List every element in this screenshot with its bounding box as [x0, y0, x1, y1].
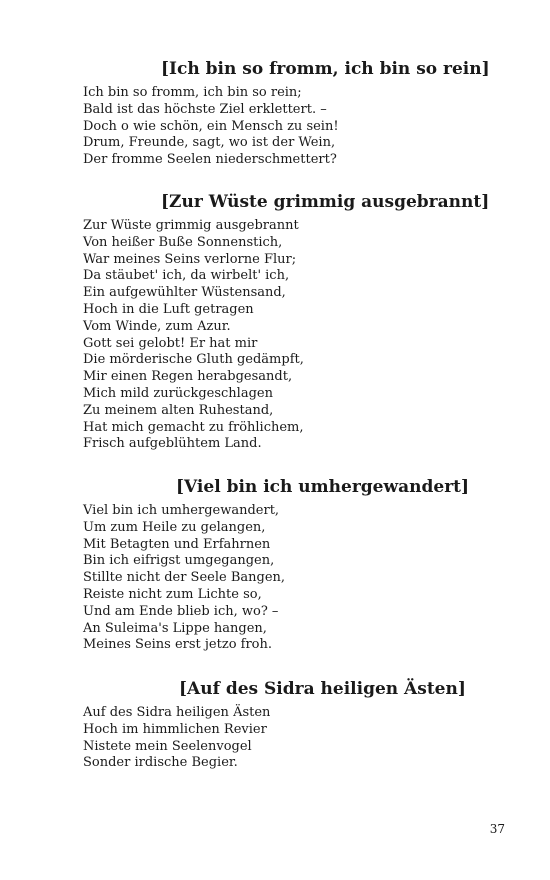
poem-line: Drum, Freunde, sagt, wo ist der Wein,	[83, 135, 336, 151]
poem-line: Die mörderische Gluth gedämpft,	[83, 352, 304, 368]
poem-line: Reiste nicht zum Lichte so,	[83, 586, 262, 602]
poem-line: Hat mich gemacht zu fröhlichem,	[83, 419, 304, 435]
poem-line: Um zum Heile zu gelangen,	[83, 519, 266, 535]
poem-line: Zur Wüste grimmig ausgebrannt	[83, 218, 299, 233]
poem-line: Vom Winde, zum Azur.	[83, 318, 231, 334]
poem-line: Sonder irdische Begier.	[83, 755, 238, 771]
page-number: 37	[489, 822, 505, 836]
poem-lines	[83, 85, 483, 169]
poem-title: [Viel bin ich umhergewandert]	[176, 477, 470, 497]
poem-line: Hoch in die Luft getragen	[83, 301, 254, 317]
poem-2	[83, 191, 490, 452]
poem-lines	[83, 503, 483, 654]
poem-title: [Zur Wüste grimmig ausgebrannt]	[161, 192, 490, 212]
poem-4	[83, 678, 483, 771]
poem-line: Und am Ende blieb ich, wo? –	[83, 603, 279, 619]
poem-line: Meines Seins erst jetzo froh.	[83, 637, 273, 653]
poem-lines	[83, 218, 483, 453]
poem-line: War meines Seins verlorne Flur;	[83, 251, 297, 267]
poem-line: An Suleima's Lippe hangen,	[83, 620, 267, 636]
poem-line: Doch o wie schön, ein Mensch zu sein!	[83, 118, 339, 134]
poem-line: Von heißer Buße Sonnenstich,	[83, 234, 283, 250]
poem-title: [Ich bin so fromm, ich bin so rein]	[161, 59, 490, 79]
poem-line: Auf des Sidra heiligen Ästen	[83, 705, 271, 720]
poem-line: Stillte nicht der Seele Bangen,	[83, 570, 286, 586]
poem-lines	[83, 705, 483, 772]
poem-line: Bald ist das höchste Ziel erklettert. –	[83, 101, 327, 117]
poem-title: [Auf des Sidra heiligen Ästen]	[179, 679, 466, 699]
poem-line: Mit Betagten und Erfahrnen	[83, 536, 271, 552]
poem-line: Mich mild zurückgeschlagen	[83, 385, 273, 401]
poem-line: Bin ich eifrigst umgegangen,	[83, 553, 275, 569]
poem-line: Hoch im himmlichen Revier	[83, 721, 267, 737]
poem-line: Ein aufgewühlter Wüstensand,	[83, 285, 286, 301]
poem-1	[83, 58, 490, 168]
poem-line: Ich bin so fromm, ich bin so rein;	[83, 85, 302, 100]
poem-line: Gott sei gelobt! Er hat mir	[83, 335, 258, 351]
poem-line: Frisch aufgeblühtem Land.	[83, 436, 262, 452]
poem-line: Mir einen Regen herabgesandt,	[83, 369, 293, 385]
poem-line: Viel bin ich umhergewandert,	[83, 503, 280, 518]
poem-line: Da stäubet' ich, da wirbelt' ich,	[83, 268, 290, 284]
poem-line: Zu meinem alten Ruhestand,	[83, 402, 274, 418]
poem-line: Nistete mein Seelenvogel	[83, 738, 252, 754]
poem-3	[83, 476, 483, 653]
poem-line: Der fromme Seelen niederschmettert?	[83, 152, 337, 168]
